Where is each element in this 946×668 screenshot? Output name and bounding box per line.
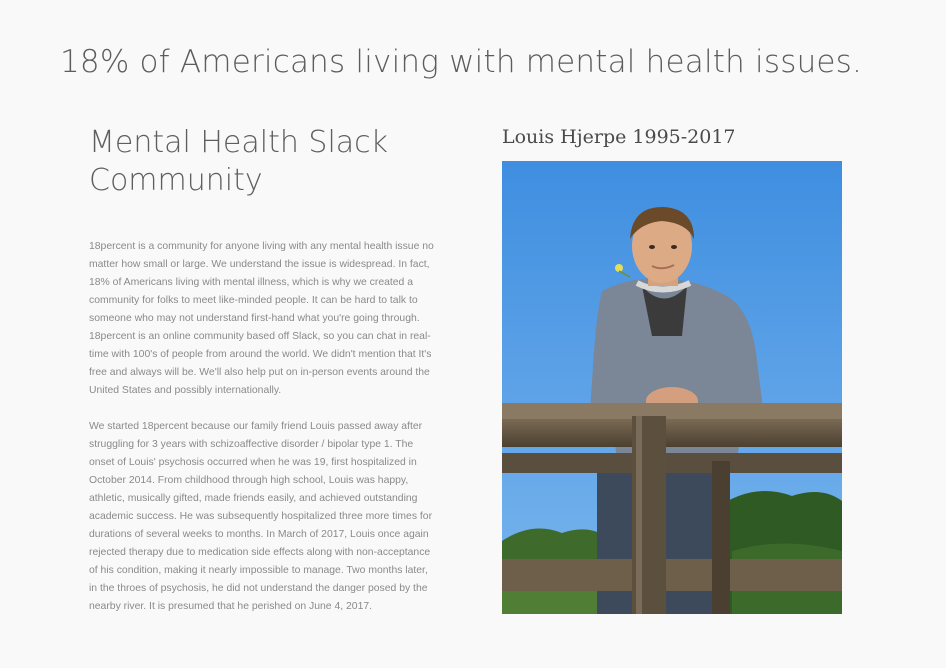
memorial-photo <box>502 161 842 614</box>
memorial-title: Louis Hjerpe 1995-2017 <box>502 126 736 148</box>
page-title: 18% of Americans living with mental health issues. <box>60 44 863 80</box>
memorial-section <box>502 124 842 614</box>
founding-story: We started 18percent because our family friend Louis passed away after struggling for 3 years with schizoaffective disorder / bipolar type 1. The onset of Louis' psychosis occurred when he was 19, first hospitalized in October 2014. From childhood through high school, Louis was happy, athletic, musically gifted, made friends easily, and achieved outstanding academic success. He was subsequently hospitalized three more times for durations of several weeks to months. In March of 2017, Louis once again rejected therapy due to medication side effects along with non-acceptance of his condition, making it nearly impossible to manage. Two months later, in the throes of psychosis, he did not understand the danger posed by the nearby river. It is presumed that he perished on June 4, 2017. <box>89 421 433 612</box>
community-description: 18percent is a community for anyone living with any mental health issue no matter how small or large. We understand the issue is widespread. In fact, 18% of Americans living with mental illness, which is why we created a community for folks to meet like-minded people. It can be hard to talk to someone who may not understand first-hand what you're going through. 18percent is an online community based off Slack, so you can chat in real-time with 100's of people from around the world. We didn't mention that It's free and always will be. We'll also help put on in-person events around the United States and possibly internationally. <box>89 241 434 396</box>
community-title: Mental Health Slack Community <box>89 125 389 198</box>
community-section <box>89 124 434 616</box>
